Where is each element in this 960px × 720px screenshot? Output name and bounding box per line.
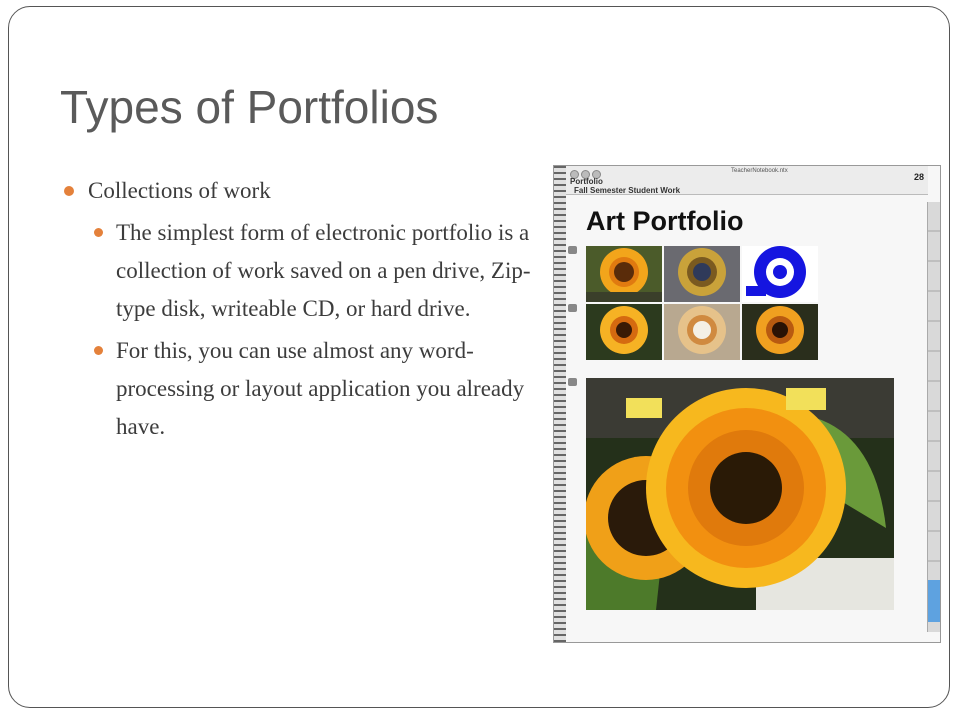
tab-portfolio-active (928, 580, 940, 622)
drag-handle-icon (568, 246, 577, 254)
sunflower-thumbnail (742, 246, 818, 302)
sunflower-thumbnail (586, 246, 662, 302)
sub-bullet-text: For this, you can use almost any word-processing or layout application you already have. (116, 338, 525, 439)
notebook-filename: TeacherNotebook.ntx (731, 168, 788, 174)
notebook-heading: Art Portfolio (586, 206, 744, 236)
bullet-dot-icon (94, 346, 103, 355)
bullet-dot-icon (94, 228, 103, 237)
bullet-text: Collections of work (88, 178, 271, 203)
notebook-screenshot (553, 165, 941, 643)
sub-bullet-text: The simplest form of electronic portfolio is a collection of work saved on a pen drive, Zip-type disk, writeable CD, or hard drive. (116, 220, 531, 321)
sunflower-thumbnail (586, 304, 662, 360)
spiral-binding (554, 166, 566, 642)
sunflower-thumbnail (664, 304, 740, 360)
slide-title: Types of Portfolios (60, 81, 439, 133)
notebook-section-label: Portfolio (570, 177, 603, 186)
drag-handle-icon (568, 304, 577, 312)
bullet-dot-icon (64, 186, 74, 196)
bullet-item (62, 172, 532, 210)
notebook-tab-strip (927, 202, 940, 632)
bullet-list (62, 172, 532, 446)
notebook-subtitle: Fall Semester Student Work (574, 186, 681, 195)
drag-handle-icon (568, 378, 577, 386)
page-number: 28 (913, 172, 924, 182)
sunflower-thumbnail (664, 246, 740, 302)
sunflower-large-image (586, 378, 894, 610)
sub-bullet-item (62, 332, 532, 446)
sub-bullet-item (62, 214, 532, 328)
sunflower-thumbnail (742, 304, 818, 360)
